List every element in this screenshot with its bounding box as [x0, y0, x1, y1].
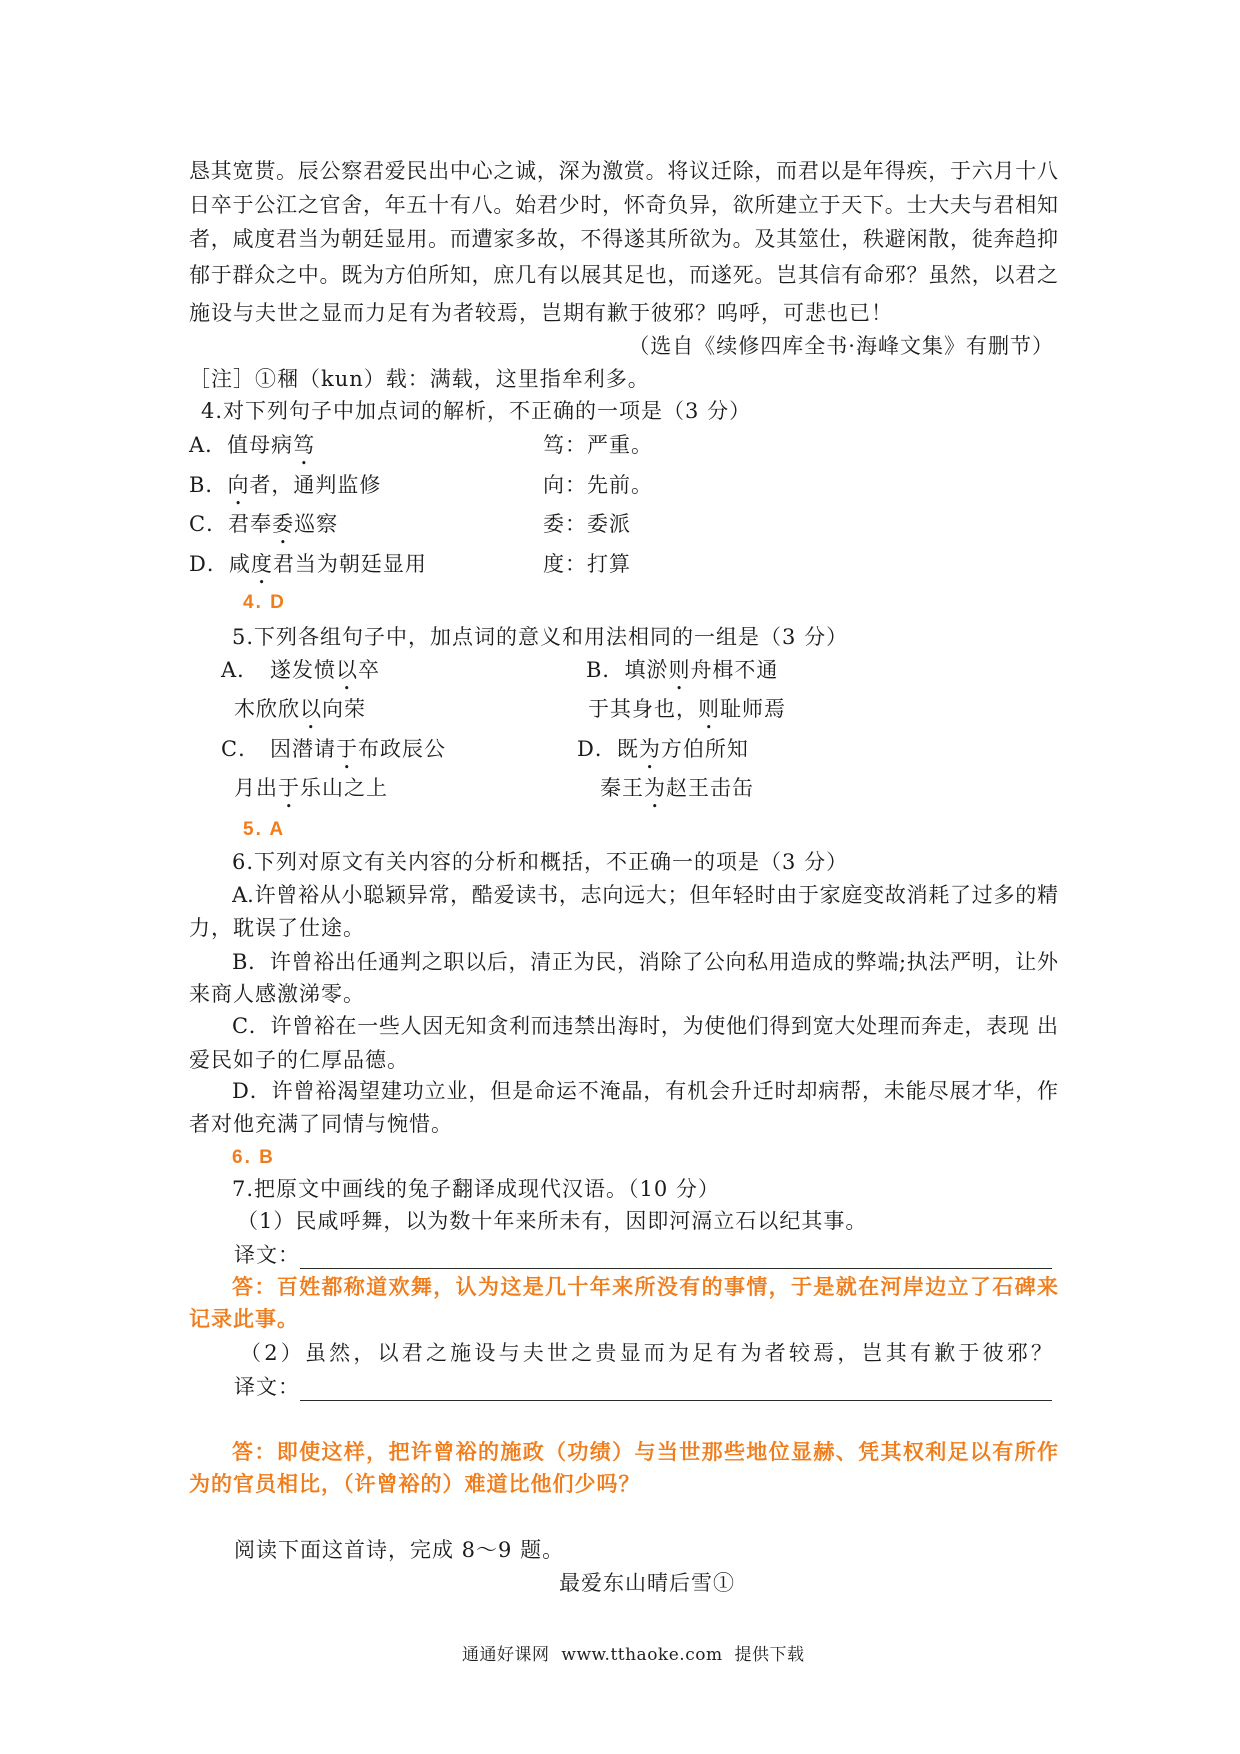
option-text: 向荣	[322, 697, 366, 721]
q5-option-d-sentence-1	[577, 734, 749, 764]
option-label: B．	[586, 658, 625, 682]
q5-answer: 5. A	[243, 819, 286, 840]
dotted-word: 向	[227, 473, 250, 497]
option-text: 君奉	[228, 512, 273, 536]
q4-option-c	[189, 509, 338, 539]
q4-answer: 4. D	[243, 592, 286, 613]
option-label: C．	[221, 737, 261, 761]
translation-label: 译文：	[234, 1375, 300, 1399]
q6-option-c-continued: 爱民如子的仁厚品德。	[189, 1048, 409, 1072]
passage-line: 恳其宽贳。辰公察君爱民出中心之诚，深为激赏。将议迁除，而君以是年得疾，于六月十八	[189, 159, 1058, 183]
q5-option-c-sentence-2	[234, 773, 388, 803]
q6-stem: 6.下列对原文有关内容的分析和概括，不正确一的项是（3 分）	[232, 850, 849, 874]
dotted-word: 委	[272, 512, 295, 536]
dotted-word: 为	[638, 737, 661, 761]
translation-blank-line	[300, 1378, 1052, 1401]
q6-option-a: A.许曾裕从小聪颖异常，酷爱读书，志向远大；但年轻时由于家庭变故消耗了过多的精	[232, 883, 1058, 907]
option-text: 木欣欣	[234, 697, 300, 721]
q7-answer-1-continued: 记录此事。	[189, 1306, 299, 1331]
q6-option-d-continued: 者对他充满了同情与惋惜。	[189, 1112, 453, 1136]
option-text: 乐山之上	[300, 776, 388, 800]
q6-option-b: B．许曾裕出任通判之职以后，清正为民，消除了公向私用造成的弊端;执法严明，让外	[232, 950, 1058, 974]
dotted-word: 则	[668, 658, 691, 682]
q5-option-d-sentence-2	[600, 773, 754, 803]
passage-line: 日卒于公江之官舍，年五十有八。始君少时，怀奇负异，欲所建立于天下。士大夫与君相知	[189, 193, 1058, 217]
option-text: 者，通判监修	[249, 473, 382, 497]
dotted-word: 于	[278, 776, 300, 800]
option-text: 遂发愤	[270, 658, 336, 682]
q7-answer-1: 答：百姓都称道欢舞，认为这是几十年来所没有的事情，于是就在河岸边立了石碑来	[232, 1274, 1058, 1299]
option-text: 赵王击缶	[666, 776, 754, 800]
option-text: 秦王	[600, 776, 644, 800]
option-label: B．	[189, 473, 228, 497]
reading-instruction: 阅读下面这首诗，完成 8～9 题。	[234, 1538, 565, 1562]
translation-label: 译文：	[234, 1243, 300, 1267]
q7-stem: 7.把原文中画线的兔子翻译成现代汉语。（10 分）	[232, 1177, 720, 1201]
q4-gloss-b: 向：先前。	[543, 473, 653, 497]
option-label: D．	[577, 737, 617, 761]
dotted-word: 于	[336, 737, 358, 761]
q7-answer-2: 答：即使这样，把许曾裕的施政（功绩）与当世那些地位显赫、凭其权利足以有所作	[232, 1439, 1058, 1464]
option-label: C．	[189, 512, 229, 536]
q4-option-d	[189, 549, 427, 579]
q5-option-b-sentence-1	[586, 655, 778, 685]
q4-stem: 4.对下列句子中加点词的解析，不正确的一项是（3 分）	[201, 399, 752, 423]
q4-gloss-d: 度：打算	[543, 552, 631, 576]
q7-sentence-2: （2）虽然，以君之施设与夫世之贵显而为足有为者较焉，岂其有歉于彼邪？	[240, 1341, 1052, 1365]
option-text: 填淤	[624, 658, 669, 682]
q6-option-b-continued: 来商人感激涕零。	[189, 982, 365, 1006]
option-text: 月出	[234, 776, 278, 800]
option-text: 耻师焉	[720, 697, 786, 721]
q7-translation-row-2	[234, 1372, 1052, 1402]
dotted-word: 则	[698, 697, 720, 721]
q5-option-c-sentence-1	[270, 734, 446, 764]
option-text: 因潜请	[270, 737, 336, 761]
q6-option-a-continued: 力，耽误了仕途。	[189, 916, 365, 940]
page-footer: 通通好课网 www.tthaoke.com 提供下载	[462, 1645, 805, 1665]
q7-translation-row-1	[234, 1240, 1052, 1270]
q4-gloss-a: 笃：严重。	[543, 433, 653, 457]
dotted-word: 笃	[293, 433, 316, 457]
q5-option-a-sentence-1	[270, 655, 380, 685]
dotted-word: 为	[644, 776, 666, 800]
dotted-word: 以	[300, 697, 322, 721]
option-label: D．	[189, 552, 229, 576]
q4-option-b	[189, 470, 381, 500]
option-text: 君当为朝廷显用	[272, 552, 427, 576]
option-text: 舟楫不通	[690, 658, 779, 682]
q7-answer-2-continued: 为的官员相比，（许曾裕的）难道比他们少吗？	[189, 1471, 641, 1496]
q6-answer: 6. B	[232, 1147, 275, 1168]
option-text: 布政辰公	[358, 737, 446, 761]
passage-note: ［注］①稛（kun）载：满载，这里指牟利多。	[189, 367, 650, 391]
passage-source: （选自《续修四库全书·海峰文集》有删节）	[628, 334, 1054, 358]
q5-option-b-sentence-2	[588, 694, 786, 724]
q6-option-c: C．许曾裕在一些人因无知贪利而违禁出海时，为使他们得到宽大处理而奔走，表现 出	[232, 1014, 1058, 1038]
q5-stem: 5.下列各组句子中，加点词的意义和用法相同的一组是（3 分）	[232, 625, 849, 649]
passage-line: 施设与夫世之显而力足有为者较焉，岂期有歉于彼邪？呜呼，可悲也已！	[189, 301, 893, 325]
option-text: 于其身也，	[588, 697, 698, 721]
option-text: 巡察	[294, 512, 339, 536]
option-text: 值母病	[227, 433, 294, 457]
translation-blank-line	[300, 1246, 1052, 1269]
option-text: 咸	[228, 552, 251, 576]
option-text: 卒	[358, 658, 380, 682]
passage-line: 者，咸度君当为朝廷显用。而遭家多故，不得遂其所欲为。及其筮仕，秩避闲散，徙奔趋抑	[189, 227, 1058, 251]
option-label: A．	[221, 658, 260, 682]
q6-option-d: D．许曾裕渴望建功立业，但是命运不淹晶，有机会升迁时却病帮，未能尽展才华，作	[232, 1079, 1058, 1103]
q7-sentence-1: （1）民咸呼舞，以为数十年来所未有，因即河滆立石以纪其事。	[237, 1209, 868, 1233]
poem-title: 最爱东山晴后雪①	[559, 1571, 735, 1595]
dotted-word: 以	[336, 658, 358, 682]
option-text: 方伯所知	[660, 737, 749, 761]
q4-gloss-c: 委：委派	[543, 512, 631, 536]
q4-option-a	[189, 430, 315, 460]
option-text: 既	[616, 737, 639, 761]
option-label: A．	[189, 433, 228, 457]
passage-line: 郁于群众之中。既为方伯所知，庶几有以展其足也，而遂死。岂其信有命邪？虽然，以君之	[189, 263, 1058, 287]
dotted-word: 度	[250, 552, 273, 576]
q5-option-a-sentence-2	[234, 694, 366, 724]
